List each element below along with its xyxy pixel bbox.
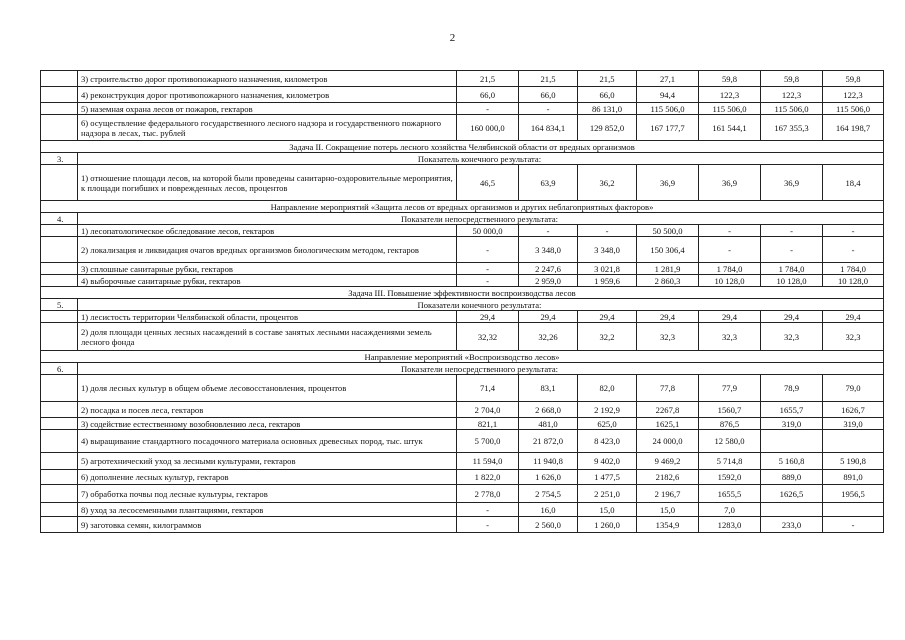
- value-cell: 59,8: [761, 71, 823, 87]
- table-body: [41, 71, 884, 533]
- table-row: [41, 153, 884, 165]
- value-cell: -: [457, 263, 519, 275]
- indicator-heading: Показатели конечного результата:: [78, 299, 884, 311]
- value-cell: 129 852,0: [578, 115, 637, 141]
- value-cell: 1 281,9: [637, 263, 699, 275]
- value-cell: 1626,7: [823, 402, 884, 418]
- value-cell: 122,3: [823, 87, 884, 103]
- section-heading: Направление мероприятий «Воспроизводство лесов»: [41, 351, 884, 363]
- indicator-name: 2) локализация и ликвидация очагов вредных организмов биологическим методом, гектаров: [78, 237, 457, 263]
- section-heading: Задача II. Сокращение потерь лесного хозяйства Челябинской области от вредных организмов: [41, 141, 884, 153]
- row-number: [41, 103, 78, 115]
- indicator-name: 1) лесопатологическое обследование лесов, гектаров: [78, 225, 457, 237]
- table-row: [41, 503, 884, 517]
- value-cell: 50 000,0: [457, 225, 519, 237]
- value-cell: 2 247,6: [519, 263, 578, 275]
- value-cell: -: [699, 225, 761, 237]
- table-row: [41, 351, 884, 363]
- value-cell: 66,0: [457, 87, 519, 103]
- value-cell: 2 860,3: [637, 275, 699, 287]
- value-cell: 82,0: [578, 375, 637, 402]
- value-cell: [761, 430, 823, 453]
- value-cell: 319,0: [823, 418, 884, 430]
- value-cell: 71,4: [457, 375, 519, 402]
- value-cell: 10 128,0: [761, 275, 823, 287]
- value-cell: 15,0: [637, 503, 699, 517]
- row-number: [41, 165, 78, 201]
- value-cell: -: [761, 237, 823, 263]
- value-cell: 11 940,8: [519, 453, 578, 470]
- table-row: [41, 201, 884, 213]
- value-cell: 5 190,8: [823, 453, 884, 470]
- value-cell: -: [457, 275, 519, 287]
- value-cell: 94,4: [637, 87, 699, 103]
- row-number: [41, 375, 78, 402]
- indicator-name: 8) уход за лесосеменными плантациями, гектаров: [78, 503, 457, 517]
- value-cell: 1 784,0: [823, 263, 884, 275]
- value-cell: 1 822,0: [457, 470, 519, 485]
- value-cell: 115 506,0: [761, 103, 823, 115]
- row-number: [41, 323, 78, 351]
- value-cell: 32,26: [519, 323, 578, 351]
- value-cell: 889,0: [761, 470, 823, 485]
- value-cell: 3 348,0: [519, 237, 578, 263]
- row-number: 4.: [41, 213, 78, 225]
- value-cell: 1 784,0: [699, 263, 761, 275]
- value-cell: 164 834,1: [519, 115, 578, 141]
- value-cell: 9 469,2: [637, 453, 699, 470]
- value-cell: 29,4: [761, 311, 823, 323]
- value-cell: 29,4: [699, 311, 761, 323]
- value-cell: 1560,7: [699, 402, 761, 418]
- value-cell: 876,5: [699, 418, 761, 430]
- indicator-name: 9) заготовка семян, килограммов: [78, 517, 457, 533]
- value-cell: 1 260,0: [578, 517, 637, 533]
- value-cell: 21 872,0: [519, 430, 578, 453]
- table-row: [41, 323, 884, 351]
- table-row: [41, 430, 884, 453]
- value-cell: 21,5: [578, 71, 637, 87]
- value-cell: -: [823, 237, 884, 263]
- value-cell: 59,8: [823, 71, 884, 87]
- value-cell: 2 704,0: [457, 402, 519, 418]
- table-row: [41, 287, 884, 299]
- table-row: [41, 103, 884, 115]
- value-cell: 821,1: [457, 418, 519, 430]
- table-row: [41, 263, 884, 275]
- value-cell: 1592,0: [699, 470, 761, 485]
- table-row: [41, 225, 884, 237]
- value-cell: 319,0: [761, 418, 823, 430]
- value-cell: 29,4: [578, 311, 637, 323]
- table-row: [41, 141, 884, 153]
- value-cell: 5 700,0: [457, 430, 519, 453]
- value-cell: 77,8: [637, 375, 699, 402]
- value-cell: 2 251,0: [578, 485, 637, 503]
- row-number: [41, 275, 78, 287]
- value-cell: 21,5: [457, 71, 519, 87]
- value-cell: 481,0: [519, 418, 578, 430]
- value-cell: 2 668,0: [519, 402, 578, 418]
- value-cell: 32,3: [637, 323, 699, 351]
- value-cell: 11 594,0: [457, 453, 519, 470]
- indicator-name: 5) наземная охрана лесов от пожаров, гектаров: [78, 103, 457, 115]
- value-cell: 83,1: [519, 375, 578, 402]
- indicator-name: 1) отношение площади лесов, на которой были проведены санитарно-оздоровительные мероприятия, к площади погибших и поврежденных лесов, процентов: [78, 165, 457, 201]
- indicator-heading: Показатели непосредственного результата:: [78, 213, 884, 225]
- value-cell: 32,32: [457, 323, 519, 351]
- table-row: [41, 375, 884, 402]
- value-cell: -: [761, 225, 823, 237]
- value-cell: 27,1: [637, 71, 699, 87]
- value-cell: [823, 503, 884, 517]
- row-number: [41, 237, 78, 263]
- value-cell: -: [457, 503, 519, 517]
- value-cell: -: [823, 517, 884, 533]
- table-row: [41, 275, 884, 287]
- value-cell: 115 506,0: [637, 103, 699, 115]
- value-cell: 15,0: [578, 503, 637, 517]
- value-cell: 115 506,0: [699, 103, 761, 115]
- table-row: [41, 517, 884, 533]
- row-number: [41, 71, 78, 87]
- indicator-name: 4) выборочные санитарные рубки, гектаров: [78, 275, 457, 287]
- value-cell: 10 128,0: [699, 275, 761, 287]
- value-cell: 115 506,0: [823, 103, 884, 115]
- value-cell: -: [457, 237, 519, 263]
- indicator-heading: Показатель конечного результата:: [78, 153, 884, 165]
- value-cell: 160 000,0: [457, 115, 519, 141]
- value-cell: 1956,5: [823, 485, 884, 503]
- value-cell: 2 778,0: [457, 485, 519, 503]
- value-cell: 59,8: [699, 71, 761, 87]
- value-cell: 2267,8: [637, 402, 699, 418]
- value-cell: 36,9: [637, 165, 699, 201]
- value-cell: 9 402,0: [578, 453, 637, 470]
- indicators-table: [40, 70, 884, 533]
- row-number: [41, 430, 78, 453]
- indicator-name: 1) лесистость территории Челябинской области, процентов: [78, 311, 457, 323]
- row-number: 3.: [41, 153, 78, 165]
- value-cell: 1354,9: [637, 517, 699, 533]
- value-cell: 150 306,4: [637, 237, 699, 263]
- indicator-name: 3) сплошные санитарные рубки, гектаров: [78, 263, 457, 275]
- value-cell: -: [457, 517, 519, 533]
- value-cell: -: [519, 225, 578, 237]
- value-cell: 5 160,8: [761, 453, 823, 470]
- section-heading: Направление мероприятий «Защита лесов от вредных организмов и других неблагоприятных факторов»: [41, 201, 884, 213]
- indicator-name: 3) содействие естественному возобновлению леса, гектаров: [78, 418, 457, 430]
- table-row: [41, 87, 884, 103]
- value-cell: 66,0: [519, 87, 578, 103]
- value-cell: 46,5: [457, 165, 519, 201]
- value-cell: 2 560,0: [519, 517, 578, 533]
- row-number: 5.: [41, 299, 78, 311]
- value-cell: 5 714,8: [699, 453, 761, 470]
- indicator-name: 2) доля площади ценных лесных насаждений в составе занятых лесными насаждениями земель лесного фонда: [78, 323, 457, 351]
- row-number: [41, 115, 78, 141]
- indicator-name: 2) посадка и посев леса, гектаров: [78, 402, 457, 418]
- value-cell: 79,0: [823, 375, 884, 402]
- value-cell: 1655,5: [699, 485, 761, 503]
- value-cell: -: [823, 225, 884, 237]
- row-number: [41, 453, 78, 470]
- indicator-heading: Показатели непосредственного результата:: [78, 363, 884, 375]
- value-cell: 1655,7: [761, 402, 823, 418]
- value-cell: 29,4: [457, 311, 519, 323]
- row-number: [41, 87, 78, 103]
- value-cell: 12 580,0: [699, 430, 761, 453]
- value-cell: 18,4: [823, 165, 884, 201]
- value-cell: 66,0: [578, 87, 637, 103]
- row-number: [41, 485, 78, 503]
- value-cell: -: [578, 225, 637, 237]
- value-cell: 29,4: [823, 311, 884, 323]
- indicator-name: 3) строительство дорог противопожарного назначения, километров: [78, 71, 457, 87]
- value-cell: 167 177,7: [637, 115, 699, 141]
- value-cell: 1626,5: [761, 485, 823, 503]
- row-number: [41, 225, 78, 237]
- value-cell: 2 754,5: [519, 485, 578, 503]
- value-cell: 36,9: [761, 165, 823, 201]
- row-number: [41, 517, 78, 533]
- value-cell: 2 196,7: [637, 485, 699, 503]
- indicator-name: 1) доля лесных культур в общем объеме лесовосстановления, процентов: [78, 375, 457, 402]
- table-row: [41, 165, 884, 201]
- value-cell: 32,3: [823, 323, 884, 351]
- value-cell: 32,2: [578, 323, 637, 351]
- value-cell: [823, 430, 884, 453]
- row-number: [41, 503, 78, 517]
- value-cell: 8 423,0: [578, 430, 637, 453]
- table-row: [41, 71, 884, 87]
- table-row: [41, 311, 884, 323]
- value-cell: -: [699, 237, 761, 263]
- row-number: [41, 263, 78, 275]
- value-cell: 7,0: [699, 503, 761, 517]
- indicator-name: 6) осуществление федерального государственного лесного надзора и государственного пожарного надзора в лесах, тыс. рублей: [78, 115, 457, 141]
- table-row: [41, 418, 884, 430]
- table-row: [41, 237, 884, 263]
- value-cell: 63,9: [519, 165, 578, 201]
- table-row: [41, 299, 884, 311]
- value-cell: 21,5: [519, 71, 578, 87]
- table-row: [41, 470, 884, 485]
- value-cell: 1 784,0: [761, 263, 823, 275]
- table-row: [41, 115, 884, 141]
- value-cell: 3 021,8: [578, 263, 637, 275]
- value-cell: 32,3: [699, 323, 761, 351]
- value-cell: 2182,6: [637, 470, 699, 485]
- value-cell: 2 192,9: [578, 402, 637, 418]
- page-number: 2: [449, 32, 456, 44]
- value-cell: 1625,1: [637, 418, 699, 430]
- indicator-name: 7) обработка почвы под лесные культуры, гектаров: [78, 485, 457, 503]
- indicator-name: 4) выращивание стандартного посадочного материала основных древесных пород, тыс. штук: [78, 430, 457, 453]
- value-cell: 167 355,3: [761, 115, 823, 141]
- value-cell: 122,3: [699, 87, 761, 103]
- value-cell: 29,4: [637, 311, 699, 323]
- value-cell: 77,9: [699, 375, 761, 402]
- value-cell: 50 500,0: [637, 225, 699, 237]
- table-row: [41, 402, 884, 418]
- row-number: 6.: [41, 363, 78, 375]
- value-cell: 625,0: [578, 418, 637, 430]
- value-cell: [761, 503, 823, 517]
- value-cell: 36,2: [578, 165, 637, 201]
- value-cell: 78,9: [761, 375, 823, 402]
- value-cell: -: [457, 103, 519, 115]
- value-cell: 891,0: [823, 470, 884, 485]
- row-number: [41, 470, 78, 485]
- value-cell: 29,4: [519, 311, 578, 323]
- value-cell: 1 626,0: [519, 470, 578, 485]
- table-row: [41, 453, 884, 470]
- value-cell: 3 348,0: [578, 237, 637, 263]
- value-cell: -: [519, 103, 578, 115]
- row-number: [41, 311, 78, 323]
- value-cell: 161 544,1: [699, 115, 761, 141]
- value-cell: 1 477,5: [578, 470, 637, 485]
- value-cell: 233,0: [761, 517, 823, 533]
- value-cell: 122,3: [761, 87, 823, 103]
- value-cell: 10 128,0: [823, 275, 884, 287]
- indicator-name: 5) агротехнический уход за лесными культурами, гектаров: [78, 453, 457, 470]
- table-row: [41, 485, 884, 503]
- value-cell: 24 000,0: [637, 430, 699, 453]
- value-cell: 36,9: [699, 165, 761, 201]
- indicator-name: 6) дополнение лесных культур, гектаров: [78, 470, 457, 485]
- value-cell: 2 959,0: [519, 275, 578, 287]
- value-cell: 1283,0: [699, 517, 761, 533]
- row-number: [41, 418, 78, 430]
- value-cell: 1 959,6: [578, 275, 637, 287]
- table-row: [41, 213, 884, 225]
- value-cell: 32,3: [761, 323, 823, 351]
- value-cell: 164 198,7: [823, 115, 884, 141]
- indicator-name: 4) реконструкция дорог противопожарного назначения, километров: [78, 87, 457, 103]
- value-cell: 16,0: [519, 503, 578, 517]
- section-heading: Задача III. Повышение эффективности воспроизводства лесов: [41, 287, 884, 299]
- row-number: [41, 402, 78, 418]
- value-cell: 86 131,0: [578, 103, 637, 115]
- table-row: [41, 363, 884, 375]
